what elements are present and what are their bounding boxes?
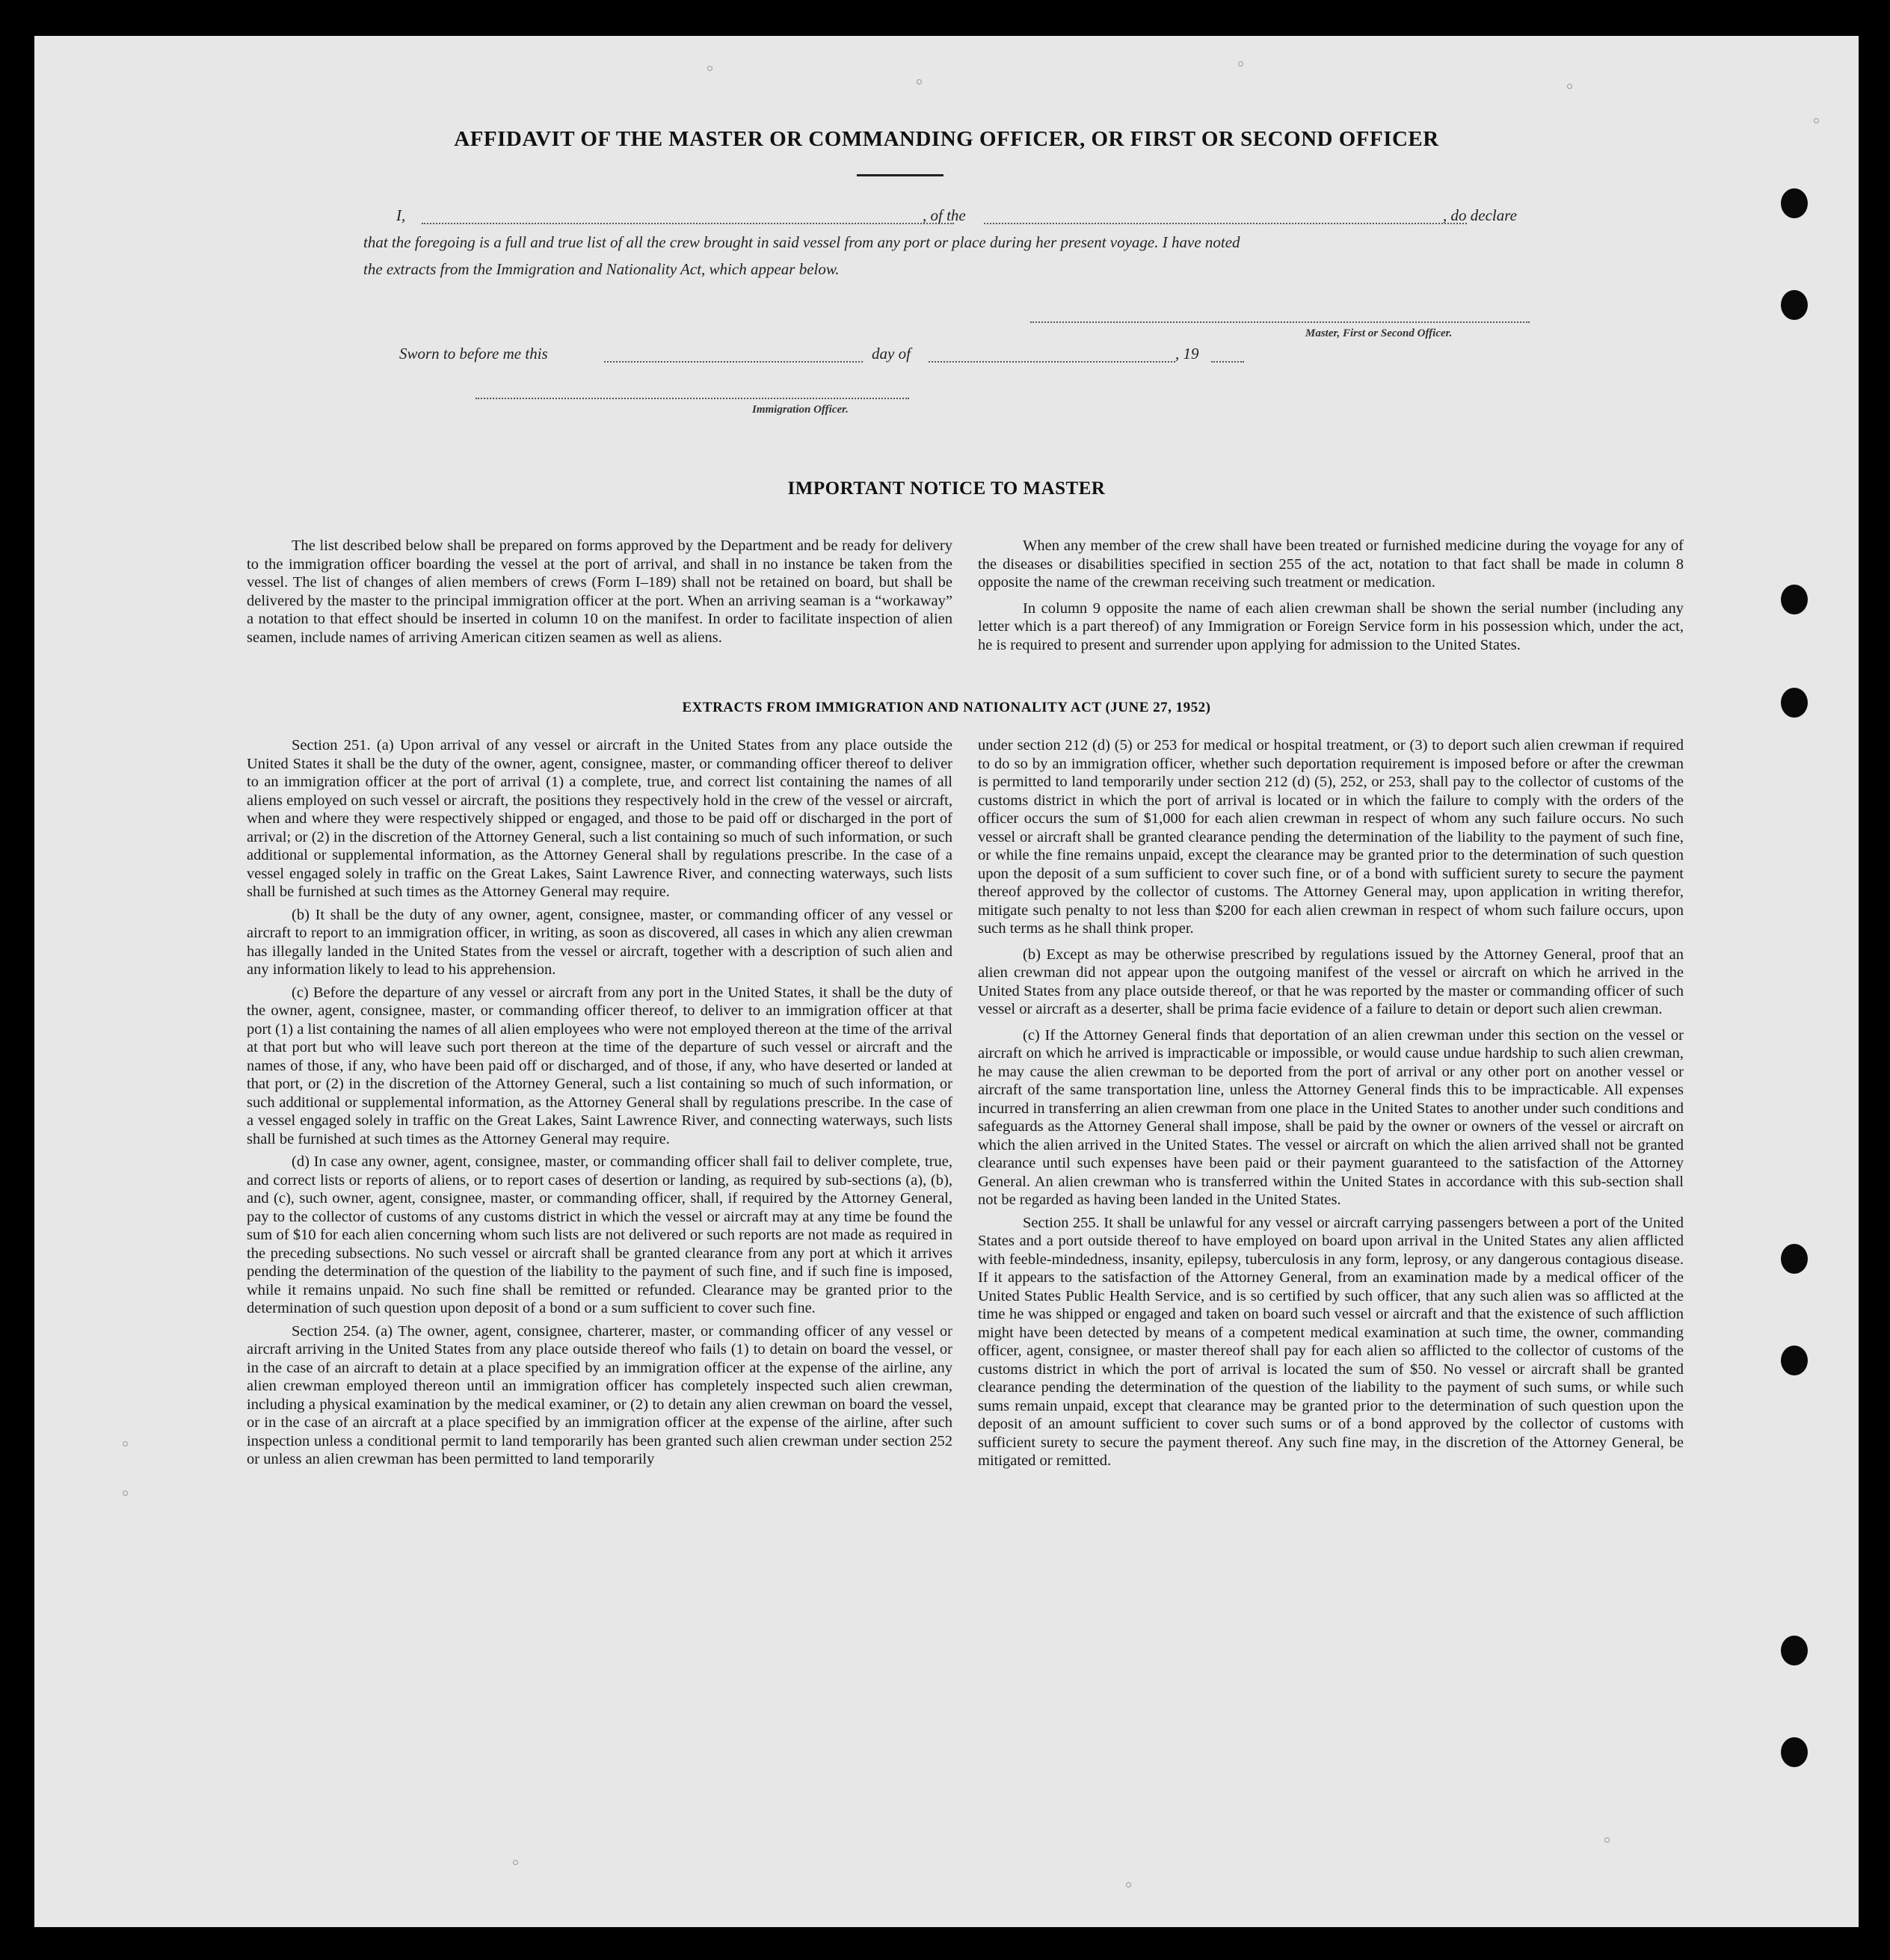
name-blank[interactable] [422, 223, 954, 224]
sworn-month-blank[interactable] [929, 361, 1175, 363]
punch-hole [1781, 688, 1808, 718]
master-signature-caption: Master, First or Second Officer. [1305, 327, 1453, 339]
sworn-year-prefix: , 19 [1175, 345, 1199, 363]
section-254-c: (c) If the Attorney General finds that deportation of an alien crewman under this section on the vessel or aircraft on which he arrived is impracticable or impossible, or would cause undue hardship to such alien crewman, he may cause the alien crewman to be deported from the port of arrival or any other port on another vessel or aircraft of the same transportation line, unless the Attorney General finds this to be impracticable. All expenses incurred in transferring an alien crewman from one place in the United States to another under such conditions and safeguards as the Attorney General shall impose, shall be paid by the owner or owners of the vessel or aircraft on which the alien arrived in the United States. The vessel or aircraft on which the alien arrived shall not be granted clearance until such expenses have been paid or their payment guaranteed to the satisfaction of the Attorney General. An alien crewman who is transferred within the United States in accordance with this sub-section shall not be regarded as having been landed in the United States. [978, 1026, 1684, 1208]
paper-speck [1126, 1882, 1131, 1887]
officer-signature-caption: Immigration Officer. [752, 404, 849, 416]
title-underline [857, 174, 944, 176]
master-signature-line[interactable] [1030, 321, 1530, 323]
punch-hole [1781, 585, 1808, 614]
declaration-of-the: , of the [923, 206, 966, 224]
vessel-blank[interactable] [984, 223, 1467, 224]
section-254-b: (b) Except as may be otherwise prescribed by regulations issued by the Attorney General, proof that an alien crewman did not appear upon the outgoing manifest of the vessel or aircraft on which he arrived in the United States from any place outside thereof, or that he was reported by the master or commanding officer of such vessel or aircraft as a deserter, shall be prima facie evidence of a failure to detain or deport such alien crewman. [978, 946, 1684, 1017]
punch-hole [1781, 188, 1808, 218]
declaration-i: I, [396, 206, 406, 224]
paper-speck [1814, 118, 1819, 123]
section-251-b: (b) It shall be the duty of any owner, agent, consignee, master, or commanding officer of any vessel or aircraft to report to an immigration officer, in writing, as soon as discovered, all cases in which any alien crewman has illegally landed in the United States from the vessel or aircraft, together with a description of such alien and any information likely to lead to his apprehension. [247, 906, 952, 978]
notice-right-paragraph-1: When any member of the crew shall have been treated or furnished medicine during the voyage for any of the diseases or disabilities specified in section 255 of the act, notation to that fact shall be made in column 8 opposite the name of the crewman receiving such treatment or medication. [978, 537, 1684, 591]
notice-left-paragraph: The list described below shall be prepared on forms approved by the Department and be ready for delivery to the immigration officer boarding the vessel at the port of arrival, and shall in no instance be taken from the vessel. The list of changes of alien members of crews (Form I–189) shall not be retained on board, but shall be delivered by the master to the principal immigration officer at the port. When an arriving seaman is a “workaway” a notation to that effect should be inserted in column 10 on the manifest. In order to facilitate inspection of alien seamen, include names of arriving American citizen seamen as well as aliens. [247, 537, 952, 646]
notice-title: IMPORTANT NOTICE TO MASTER [787, 478, 1106, 499]
section-251-a: Section 251. (a) Upon arrival of any vessel or aircraft in the United States from any place outside the United States it shall be the duty of the owner, agent, consignee, master, or commanding officer thereof to deliver to an immigration officer at the port of arrival (1) a complete, true, and correct list containing the names of all aliens employed on such vessel or aircraft, the positions they respectively hold in the crew of the vessel or aircraft, when and where they were respectively shipped or engaged, and those to be paid off or discharged in the port of arrival; or (2) in the discretion of the Attorney General, such a list containing so much of such information, or such additional or supplemental information, as the Attorney General shall by regulations prescribe. In the case of a vessel engaged solely in traffic on the Great Lakes, Saint Lawrence River, and connecting waterways, such lists shall be furnished at such times as the Attorney General may require. [247, 737, 952, 900]
paper-speck [123, 1491, 128, 1496]
declaration-line-2: that the foregoing is a full and true list of all the crew brought in said vessel from any port or place during her present voyage. I have noted [363, 233, 1240, 251]
punch-hole [1781, 290, 1808, 320]
affidavit-title: AFFIDAVIT OF THE MASTER OR COMMANDING OFFICER, OR FIRST OR SECOND OFFICER [454, 127, 1439, 151]
section-254-a-continued: under section 212 (d) (5) or 253 for medical or hospital treatment, or (3) to deport such alien crewman if required to do so by an immigration officer, whether such deportation requirement is imposed before or after the crewman is permitted to land temporarily under section 212 (d) (5), 252, or 253, shall pay to the collector of customs of the customs district in which the port of arrival is located or in which the failure to comply with the orders of the officer occurs the sum of $1,000 for each alien crewman in respect of whom any such failure occurs. No such vessel or aircraft shall be granted clearance pending the determination of the liability to the payment of such fine, or while the fine remains unpaid, except the clearance may be granted prior to the determination of such question upon the deposit of a sum sufficient to cover such fine, or of a bond with sufficient surety to secure the payment thereof approved by the collector of customs. The Attorney General may, upon application in writing therefor, mitigate such penalty to not less than $200 for each alien crewman in respect of whom such failure occurs, upon such terms as he shall think proper. [978, 737, 1684, 937]
notice-right-column [978, 537, 1684, 659]
punch-hole [1781, 1737, 1808, 1767]
punch-hole [1781, 1244, 1808, 1274]
sworn-year-blank[interactable] [1211, 361, 1244, 363]
paper-speck [513, 1860, 518, 1865]
punch-hole [1781, 1636, 1808, 1665]
extracts-title: EXTRACTS FROM IMMIGRATION AND NATIONALITY ACT (JUNE 27, 1952) [682, 700, 1211, 715]
paper-speck [917, 79, 922, 84]
section-251-c: (c) Before the departure of any vessel or aircraft from any port in the United States, it shall be the duty of the owner, agent, consignee, master, or commanding officer thereof, to deliver to an immigration officer at that port (1) a list containing the names of all alien employees who were not employed thereon at the time of the arrival at that port but who will leave such port thereon at the time of the departure of such vessel or aircraft and the names of those, if any, who have been paid off or discharged, and of those, if any, who have deserted or landed at that port, or (2) in the discretion of the Attorney General, such a list containing so much of such information, or such additional or supplemental information, as the Attorney General shall by regulations prescribe. In the case of a vessel engaged solely in traffic on the Great Lakes, Saint Lawrence River, and connecting waterways, such lists shall be furnished at such times as the Attorney General may require. [247, 984, 952, 1147]
officer-signature-line[interactable] [475, 398, 909, 399]
notice-left-column [247, 537, 952, 651]
notice-right-paragraph-2: In column 9 opposite the name of each alien crewman shall be shown the serial number (including any letter which is a part thereof) of any Immigration or Foreign Service form in his possession which, under the act, he is required to present and surrender upon applying for admission to the United States. [978, 600, 1684, 653]
sworn-day-blank[interactable] [604, 361, 863, 363]
paper-speck [123, 1441, 128, 1446]
section-255: Section 255. It shall be unlawful for any vessel or aircraft carrying passengers between a port of the United States and a port outside thereof to have employed on board upon arrival in the United States any alien afflicted with feeble-mindedness, insanity, epilepsy, tuberculosis in any form, leprosy, or any dangerous contagious disease. If it appears to the satisfaction of the Attorney General, from an examination made by a medical officer of the United States Public Health Service, and is so certified by such officer, that any such alien was so afflicted at the time he was shipped or engaged and taken on board such vessel or aircraft and that the existence of such affliction might have been detected by means of a competent medical examination at such time, the owner, commanding officer, agent, consignee, or master thereof shall pay for each alien so afflicted to the collector of customs of the customs district in which the port of arrival is located the sum of $50. No vessel or aircraft shall be granted clearance pending the determination of the question of the liability to the payment of such sums, or while such sums remain unpaid, except that clearance may be granted prior to the determination of such question upon the deposit of an amount sufficient to cover such sums or of a bond approved by the collector of customs with sufficient surety to secure the payment thereof. Any such fine may, in the discretion of the Attorney General, be mitigated or remitted. [978, 1214, 1684, 1469]
sworn-day-of: day of [872, 345, 911, 363]
section-251-d: (d) In case any owner, agent, consignee, master, or commanding officer shall fail to deliver complete, true, and correct lists or reports of aliens, or to report cases of desertion or landing, as required by sub-sections (a), (b), and (c), such owner, agent, consignee, master, or commanding officer, shall, if required by the Attorney General, pay to the collector of customs of any customs district in which the vessel or aircraft may at any time be found the sum of $10 for each alien concerning whom such lists are not delivered or such reports are not made as required in the preceding subsections. No such vessel or aircraft shall be granted clearance from any port at which it arrives pending the determination of the question of the liability to the payment of such fine, and if such fine is imposed, while it remains unpaid. No such fine shall be remitted or refunded. Clearance may be granted prior to the determination of such question upon deposit of a bond or a sum sufficient to cover such fine. [247, 1153, 952, 1316]
declaration-line-3: the extracts from the Immigration and Nationality Act, which appear below. [363, 260, 840, 278]
form-page [34, 36, 1859, 1927]
paper-speck [707, 66, 712, 71]
punch-hole [1781, 1346, 1808, 1375]
sworn-prefix: Sworn to before me this [399, 345, 548, 363]
extracts-left-column [247, 736, 952, 1473]
paper-speck [1238, 61, 1243, 67]
section-254-a: Section 254. (a) The owner, agent, consignee, charterer, master, or commanding officer of any vessel or aircraft arriving in the United States from any place outside thereof who fails (1) to detain on board the vessel, or in the case of an aircraft to detain at a place specified by an immigration officer at the expense of the airline, any alien crewman employed thereon until an immigration officer has completely inspected such alien crewman, including a physical examination by the medical examiner, or (2) to detain any alien crewman on board the vessel, or in the case of an aircraft at a place specified by an immigration officer at the expense of the airline, after such inspection unless a conditional permit to land temporarily has been granted such alien crewman under section 252 or unless an alien crewman has been permitted to land temporarily [247, 1322, 952, 1467]
paper-speck [1604, 1837, 1610, 1843]
extracts-right-column [978, 736, 1684, 1475]
paper-speck [1567, 84, 1572, 89]
declaration-do-declare: , do declare [1443, 206, 1517, 224]
